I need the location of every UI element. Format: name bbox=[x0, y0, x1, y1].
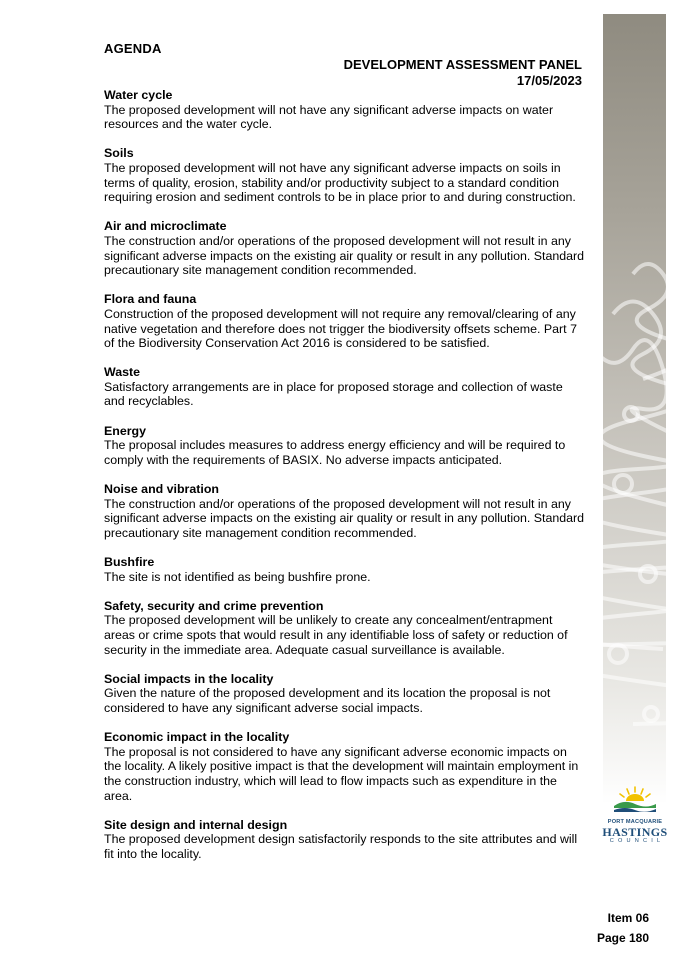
panel-heading-block bbox=[344, 57, 582, 89]
section-body: Construction of the proposed development will not require any removal/clearing of any native vegetation and therefore does not trigger the biodiversity offsets scheme. Part 7 of the Biodiversity Conservation Act 2016 is considered to be satisfied. bbox=[104, 306, 577, 351]
section-body: The proposal is not considered to have any significant adverse economic impacts on the locality. A likely positive impact is that the development will maintain employment in the construction industry, which will lead to flow impacts such as expenditure in the area. bbox=[104, 744, 579, 803]
swirl-pattern-icon bbox=[603, 14, 666, 804]
section-body: The proposed development design satisfactorily responds to the site attributes and will fit into the locality. bbox=[104, 832, 578, 861]
section-water-cycle bbox=[104, 88, 586, 132]
section-body: The proposal includes measures to address energy efficiency and will be required to comply with the requirements of BASIX. No adverse impacts anticipated. bbox=[104, 438, 566, 467]
section-body: The construction and/or operations of the proposed development will not result in any significant adverse impacts on the existing air quality or result in any pollution. Standard precautionary site management condition recommended. bbox=[104, 496, 585, 540]
section-safety-security bbox=[104, 599, 586, 657]
logo-text-hastings: HASTINGS bbox=[602, 825, 668, 839]
section-air-microclimate bbox=[104, 219, 586, 277]
section-energy bbox=[104, 424, 586, 468]
logo-text-council: COUNCIL bbox=[609, 838, 665, 844]
assessment-content bbox=[104, 88, 586, 876]
decorative-side-band bbox=[603, 14, 666, 804]
section-heading: Water cycle bbox=[104, 88, 173, 102]
section-noise-vibration bbox=[104, 482, 586, 540]
section-bushfire bbox=[104, 555, 586, 584]
section-economic-impact bbox=[104, 730, 586, 803]
panel-title: DEVELOPMENT ASSESSMENT PANEL bbox=[343, 57, 582, 72]
section-body: The site is not identified as being bushfire prone. bbox=[104, 569, 371, 584]
section-heading: Soils bbox=[104, 146, 134, 161]
section-heading: Flora and fauna bbox=[104, 292, 197, 307]
section-waste bbox=[104, 365, 586, 409]
section-body: The construction and/or operations of the proposed development will not result in any significant adverse impacts on the existing air quality or result in any pollution. Standard precautionary site management condition recommended. bbox=[104, 233, 585, 278]
section-body: Given the nature of the proposed development and its location the proposal is not considered to have any significant adverse social impacts. bbox=[104, 686, 551, 715]
section-body: The proposed development will not have any significant adverse impacts on soils in terms of quality, erosion, stability and/or productivity subject to a standard condition requiring erosion and sediment controls to be in place prior to and during construction. bbox=[104, 160, 576, 205]
section-heading: Energy bbox=[104, 423, 147, 438]
page-number: Page 180 bbox=[596, 931, 649, 945]
section-site-design bbox=[104, 818, 586, 862]
section-heading: Waste bbox=[104, 365, 141, 380]
agenda-heading: AGENDA bbox=[104, 41, 162, 56]
section-soils bbox=[104, 146, 586, 204]
section-flora-fauna bbox=[104, 292, 586, 350]
section-social-impacts bbox=[104, 672, 586, 716]
section-body: The proposed development will not have any significant adverse impacts on water resources and the water cycle. bbox=[104, 102, 554, 132]
section-heading: Bushfire bbox=[104, 555, 155, 569]
council-logo bbox=[598, 784, 672, 846]
section-heading: Air and microclimate bbox=[104, 219, 227, 234]
agenda-item-number: Item 06 bbox=[607, 911, 649, 925]
section-heading: Noise and vibration bbox=[104, 482, 219, 497]
section-heading: Social impacts in the locality bbox=[104, 671, 274, 686]
logo-text-port-macquarie: PORT MACQUARIE bbox=[607, 819, 663, 825]
section-heading: Safety, security and crime prevention bbox=[104, 598, 324, 613]
section-body: Satisfactory arrangements are in place for proposed storage and collection of waste and recyclables. bbox=[104, 379, 563, 409]
council-sun-hills-icon bbox=[612, 784, 658, 814]
section-heading: Economic impact in the locality bbox=[104, 730, 290, 745]
section-heading: Site design and internal design bbox=[104, 817, 288, 832]
section-body: The proposed development will be unlikely to create any concealment/entrapment areas or crime spots that would result in any identifiable loss of safety or reduction of security in the immediate area. Adequate casual surveillance is available. bbox=[104, 613, 568, 657]
meeting-date: 17/05/2023 bbox=[516, 73, 582, 88]
